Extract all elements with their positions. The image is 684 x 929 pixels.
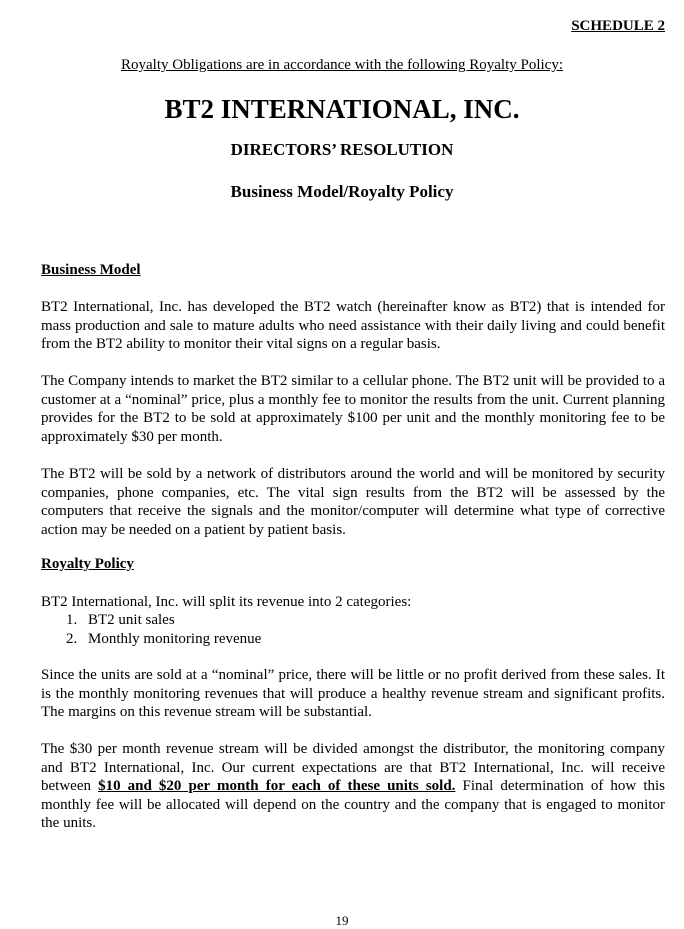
resolution-title: DIRECTORS’ RESOLUTION <box>230 140 454 159</box>
royalty-policy-paragraph-1: Since the units are sold at a “nominal” price, there will be little or no profit derived from these sales. It is the monthly monitoring revenues that will produce a healthy revenue stream and significant profits. The margins on this revenue stream will be substantial. <box>41 667 665 720</box>
royalty-policy-intro: BT2 International, Inc. will split its revenue into 2 categories: <box>41 594 412 610</box>
schedule-label: SCHEDULE 2 <box>571 18 665 34</box>
business-model-paragraph-1: BT2 International, Inc. has developed the BT2 watch (hereinafter know as BT2) that is intended for mass production and sale to mature adults who need assistance with their daily living and could benefit from the BT2 ability to monitor their vital signs on a regular basis. <box>41 299 665 352</box>
revenue-categories-list <box>66 611 261 648</box>
list-item: 2. Monthly monitoring revenue <box>66 630 262 647</box>
business-model-paragraph-3: The BT2 will be sold by a network of distributors around the world and will be monitored by security companies, phone companies, etc. The vital sign results from the BT2 will be assessed by the computers that receive the signals and the monitor/computer will determine what type of corrective action may be needed on a patient by patient basis. <box>41 466 665 538</box>
business-model-heading: Business Model <box>41 262 141 278</box>
business-model-paragraph-2: The Company intends to market the BT2 similar to a cellular phone. The BT2 unit will be provided to a customer at a “nominal” price, plus a monthly fee to monitor the results from the unit. Current planning provides for the BT2 to be sold at approximately $100 per unit and the monthly monitoring fee to be approximately $30 per month. <box>41 373 665 445</box>
royalty-policy-heading: Royalty Policy <box>41 556 134 572</box>
company-title: BT2 INTERNATIONAL, INC. <box>164 94 520 124</box>
document-subtitle: Business Model/Royalty Policy <box>230 182 454 201</box>
royalty-policy-paragraph-2: The $30 per month revenue stream will be divided amongst the distributor, the monitoring company and BT2 International, Inc. Our current expectations are that BT2 International, Inc. will receive between $10 and $20 per month for each of these units sold. Final determination of how this monthly fee will be allocated will depend on the country and the company that is engaged to monitor the units. <box>41 741 665 831</box>
royalty-intro-line: Royalty Obligations are in accordance with the following Royalty Policy: <box>121 57 563 73</box>
revenue-range-emphasis: $10 and $20 per month for each of these units sold. <box>98 778 456 794</box>
list-item: 1. BT2 unit sales <box>66 612 175 628</box>
page-number: 19 <box>335 913 349 928</box>
